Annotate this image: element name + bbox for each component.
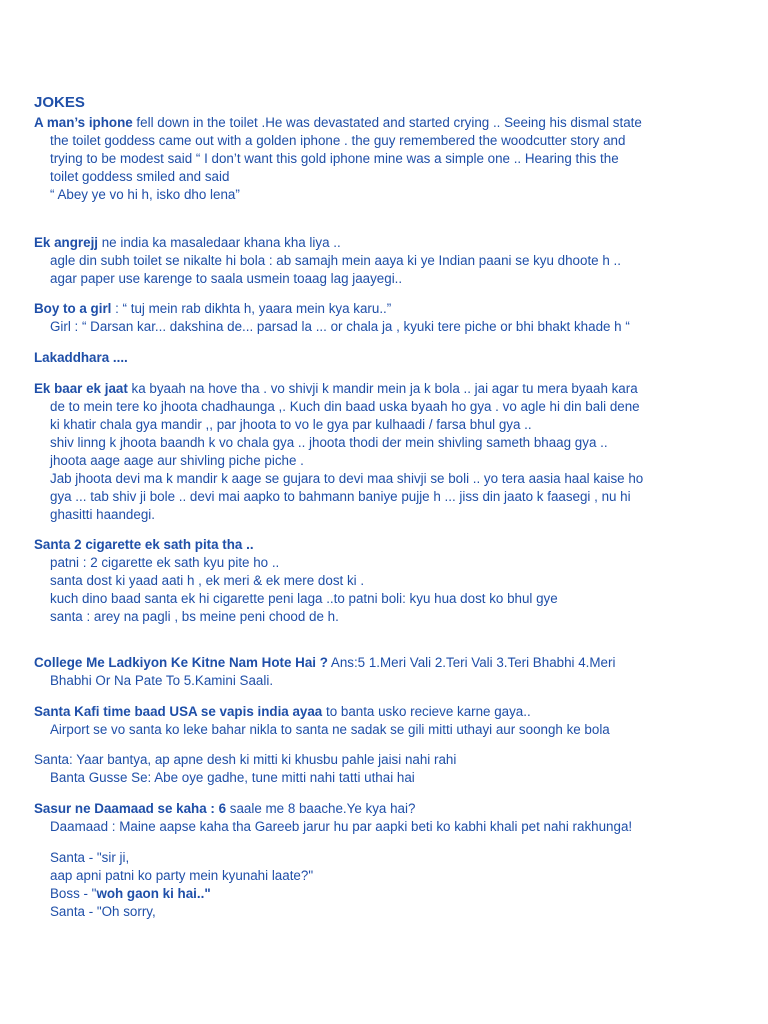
joke-text: aap apni patni ko party mein kyunahi laate?" — [50, 868, 314, 883]
joke-lead: College Me Ladkiyon Ke Kitne Nam Hote Hai ? — [34, 655, 328, 670]
joke-college — [34, 654, 734, 690]
joke-text: santa dost ki yaad aati h , ek meri & ek mere dost ki . — [50, 573, 365, 588]
joke-text: Banta Gusse Se: Abe oye gadhe, tune mitti nahi tatti uthai hai — [50, 770, 415, 785]
joke-text: patni : 2 cigarette ek sath kyu pite ho .. — [50, 555, 280, 570]
joke-mitti — [34, 751, 734, 787]
joke-text: ki khatir chala gya mandir ,, par jhoota to vo le gya par kulhaadi / farsa bhul gya .. — [50, 417, 532, 432]
joke-boy-girl — [34, 300, 734, 336]
joke-text: Ans:5 1.Meri Vali 2.Teri Vali 3.Teri Bhabhi 4.Meri — [327, 655, 616, 670]
joke-text: Bhabhi Or Na Pate To 5.Kamini Saali. — [50, 673, 274, 688]
joke-text: the toilet goddess came out with a golden iphone . the guy remembered the woodcutter story and — [50, 133, 626, 148]
joke-text: gya ... tab shiv ji bole .. devi mai aapko to bahmann baniye pujje h ... jiss din jaato k faasegi , nu hi — [50, 489, 631, 504]
joke-text: : “ tuj mein rab dikhta h, yaara mein kya karu..” — [111, 301, 392, 316]
joke-text: to banta usko recieve karne gaya.. — [322, 704, 531, 719]
joke-lead: Boy to a girl — [34, 301, 112, 316]
joke-text: jhoota aage aage aur shivling piche piche . — [50, 453, 304, 468]
joke-text: ghasitti haandegi. — [50, 507, 155, 522]
joke-text: “ Abey ye vo hi h, isko dho lena” — [50, 187, 240, 202]
joke-lead: A man’s iphone — [34, 115, 133, 130]
joke-emphasis: woh gaon ki hai.." — [96, 886, 211, 901]
joke-text: Boss - " — [50, 886, 97, 901]
joke-angrejj — [34, 234, 734, 288]
joke-text: saale me 8 baache.Ye kya hai? — [226, 801, 416, 816]
joke-lead: Sasur ne Daamaad se kaha : 6 — [34, 801, 227, 816]
joke-text: Airport se vo santa ko leke bahar nikla to santa ne sadak se gili mitti uthayi aur soongh ke bola — [50, 722, 610, 737]
page-title: JOKES — [34, 94, 85, 111]
joke-text: shiv linng k jhoota baandh k vo chala gya .. jhoota thodi der mein shivling sameth bhaag gya .. — [50, 435, 608, 450]
joke-text: Santa - "Oh sorry, — [50, 904, 156, 919]
joke-text: Jab jhoota devi ma k mandir k aage se gujara to devi maa shivji se boli .. yo tera aasia haal kaise ho — [50, 471, 644, 486]
joke-text: toilet goddess smiled and said — [50, 169, 230, 184]
joke-text: agar paper use karenge to saala usmein toaag lag jaayegi.. — [50, 271, 403, 286]
joke-lead: Santa Kafi time baad USA se vapis india ayaa — [34, 704, 323, 719]
joke-text: ka byaah na hove tha . vo shivji k mandir mein ja k bola .. jai agar tu mera byaah kara — [127, 381, 638, 396]
joke-text: Girl : “ Darsan kar... dakshina de... parsad la ... or chala ja , kyuki tere piche or bhi bhakt khade h “ — [50, 319, 630, 334]
joke-cigarette — [34, 536, 734, 626]
joke-text: trying to be modest said “ I don’t want this gold iphone mine was a simple one .. Hearing this the — [50, 151, 619, 166]
joke-usa — [34, 703, 734, 739]
joke-text: Santa - "sir ji, — [50, 850, 130, 865]
joke-boss — [34, 849, 734, 921]
joke-text: Santa: Yaar bantya, ap apne desh ki mitti ki khusbu pahle jaisi nahi rahi — [34, 752, 457, 767]
joke-sasur — [34, 800, 734, 836]
joke-text: santa : arey na pagli , bs meine peni chood de h. — [50, 609, 339, 624]
joke-lead: Lakaddhara .... — [34, 350, 128, 365]
joke-lead: Santa 2 cigarette ek sath pita tha .. — [34, 537, 254, 552]
joke-text: de to mein tere ko jhoota chadhaunga ,. Kuch din baad uska byaah ho gya . vo agle hi din bali dene — [50, 399, 640, 414]
joke-jaat — [34, 380, 734, 524]
joke-text: kuch dino baad santa ek hi cigarette peni laga ..to patni boli: kyu hua dost ko bhul gye — [50, 591, 558, 606]
joke-iphone — [34, 114, 734, 204]
joke-text: Daamaad : Maine aapse kaha tha Gareeb jarur hu par aapki beti ko kabhi khali pet nahi rakhunga! — [50, 819, 633, 834]
joke-lead: Ek baar ek jaat — [34, 381, 128, 396]
joke-text: fell down in the toilet .He was devastated and started crying .. Seeing his dismal state — [132, 115, 642, 130]
joke-text: agle din subh toilet se nikalte hi bola : ab samajh mein aaya ki ye Indian paani se kyu dhoote h .. — [50, 253, 621, 268]
joke-lakaddhara — [34, 349, 734, 367]
joke-lead: Ek angrejj — [34, 235, 99, 250]
joke-text: ne india ka masaledaar khana kha liya .. — [98, 235, 341, 250]
